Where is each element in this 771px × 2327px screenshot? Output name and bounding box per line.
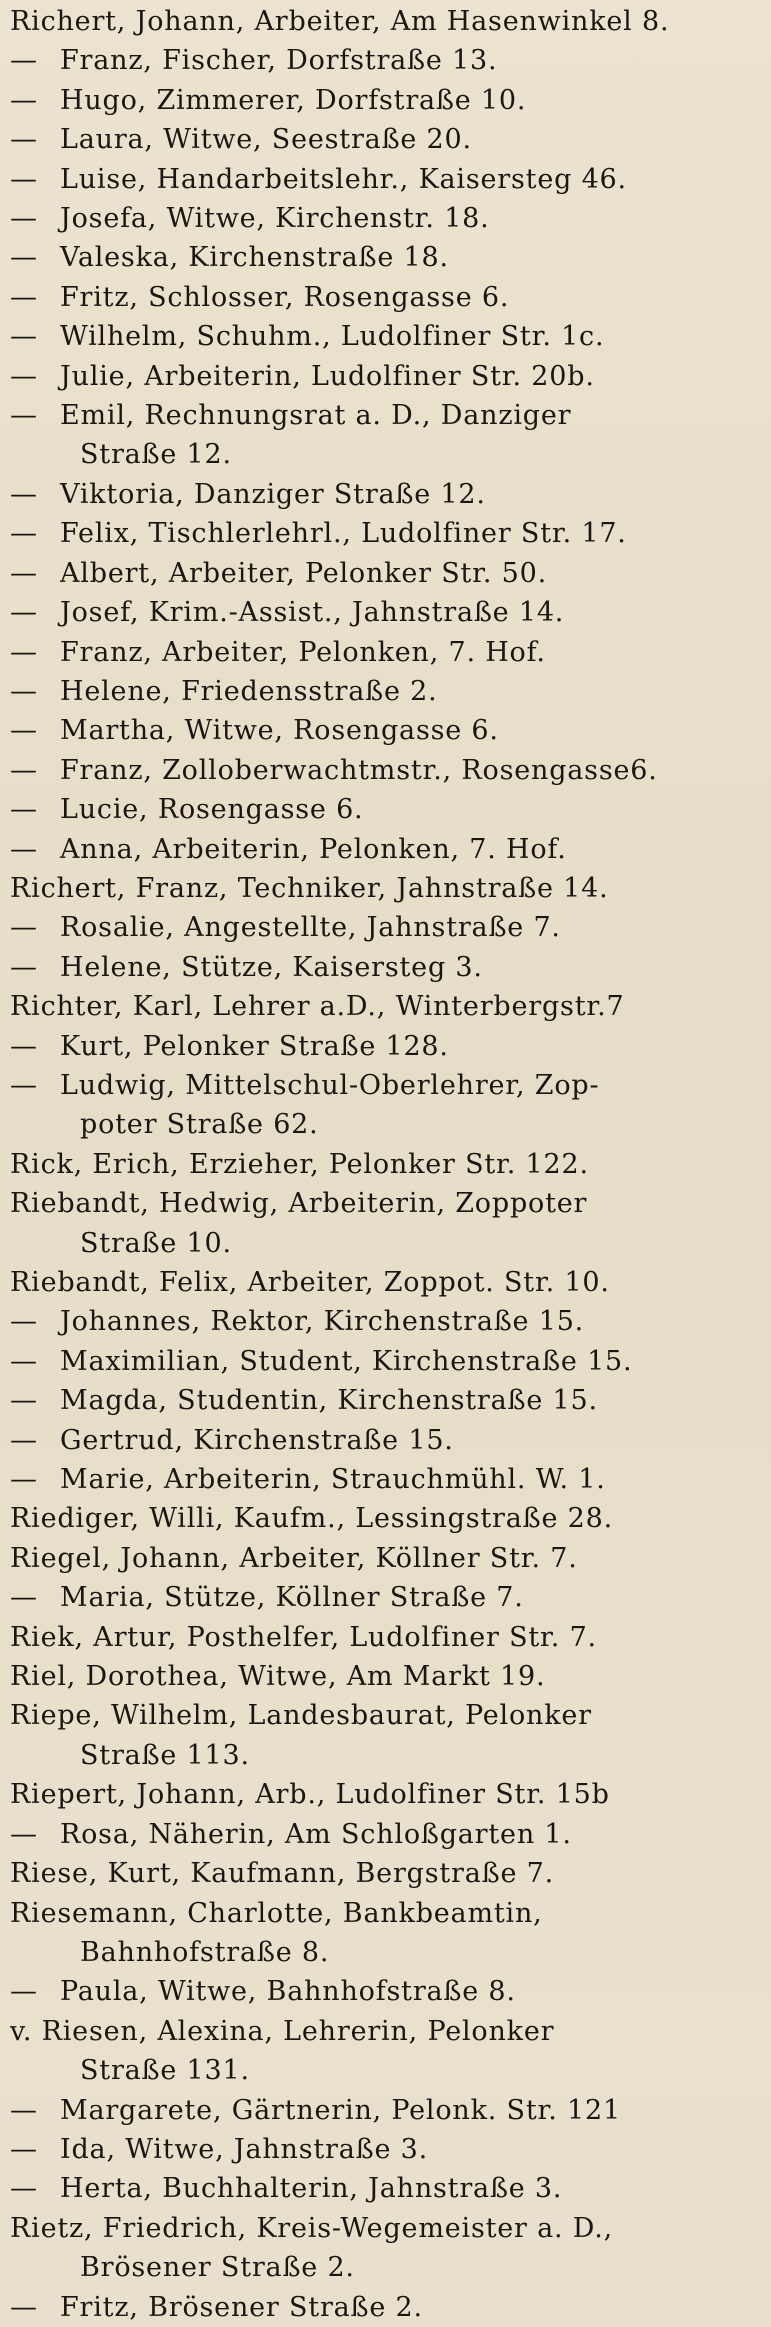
entry-text: Julie, Arbeiterin, Ludolfiner Str. 20b. [60,360,595,392]
entry-text: Lucie, Rosengasse 6. [60,794,364,826]
directory-entry [10,357,763,396]
entry-text: Straße 113. [80,1739,250,1771]
directory-entry [10,593,763,632]
entry-text: Riesemann, Charlotte, Bankbeamtin, [10,1897,543,1929]
entry-text: Fritz, Brösener Straße 2. [60,2291,423,2323]
directory-entry [10,396,763,435]
directory-entry [10,1972,763,2011]
directory-entry [10,1499,763,1538]
directory-entry [10,2012,763,2051]
entry-text: Franz, Fischer, Dorfstraße 13. [60,45,498,77]
directory-entry [10,1618,763,1657]
entry-text: Straße 131. [80,2055,250,2087]
directory-entry [10,908,763,947]
entry-text: v. Riesen, Alexina, Lehrerin, Pelonker [10,2015,555,2047]
entry-text: Maximilian, Student, Kirchenstraße 15. [60,1345,633,1377]
directory-entry [10,1460,763,1499]
entry-text: Richert, Franz, Techniker, Jahnstraße 14. [10,872,609,904]
entry-text: Josefa, Witwe, Kirchenstr. 18. [60,203,490,235]
ditto-dash [10,830,60,869]
entry-text: Brösener Straße 2. [80,2252,355,2284]
entry-text: Riebandt, Hedwig, Arbeiterin, Zoppoter [10,1188,588,1220]
entry-text: Viktoria, Danziger Straße 12. [60,478,486,510]
directory-entry [10,1066,763,1105]
entry-text: Franz, Zolloberwachtmstr., Rosengasse6. [60,754,658,786]
entry-text: Fritz, Schlosser, Rosengasse 6. [60,281,510,313]
ditto-dash [10,790,60,829]
entry-text: Riediger, Willi, Kaufm., Lessingstraße 28. [10,1503,613,1535]
directory-entries [10,2,763,2327]
directory-entry [10,1421,763,1460]
directory-entry [10,2209,763,2248]
directory-entry [10,1145,763,1184]
entry-text: Rosalie, Angestellte, Jahnstraße 7. [60,912,561,944]
directory-entry [10,1578,763,1617]
directory-entry [10,317,763,356]
entry-text: Felix, Tischlerlehrl., Ludolfiner Str. 17. [60,518,627,550]
directory-entry [10,475,763,514]
entry-text: Laura, Witwe, Seestraße 20. [60,124,472,156]
directory-entry [10,2,763,41]
entry-text: Kurt, Pelonker Straße 128. [60,1030,449,1062]
entry-text: Margarete, Gärtnerin, Pelonk. Str. 121 [60,2094,621,2126]
directory-entry [10,81,763,120]
directory-entry [10,672,763,711]
entry-text: Ida, Witwe, Jahnstraße 3. [60,2133,428,2165]
directory-entry [10,514,763,553]
directory-entry [10,1342,763,1381]
entry-text: Riek, Artur, Posthelfer, Ludolfiner Str. 7. [10,1621,597,1653]
entry-text: poter Straße 62. [80,1109,319,1141]
entry-text: Johannes, Rektor, Kirchenstraße 15. [60,1306,585,1338]
directory-entry [10,1775,763,1814]
ditto-dash [10,81,60,120]
directory-entry [10,120,763,159]
ditto-dash [10,160,60,199]
ditto-dash [10,751,60,790]
directory-entry [10,199,763,238]
entry-text: Albert, Arbeiter, Pelonker Str. 50. [60,557,547,589]
ditto-dash [10,593,60,632]
directory-entry [10,1302,763,1341]
directory-entry [10,633,763,672]
directory-entry [10,790,763,829]
ditto-dash [10,1381,60,1420]
entry-text: Riebandt, Felix, Arbeiter, Zoppot. Str. 10. [10,1267,610,1298]
ditto-dash [10,1027,60,1066]
directory-entry-continuation [10,435,763,474]
directory-entry-continuation [10,2248,763,2287]
ditto-dash [10,396,60,435]
ditto-dash [10,278,60,317]
ditto-dash [10,1815,60,1854]
entry-text: Rosa, Näherin, Am Schloßgarten 1. [60,1818,572,1850]
directory-entry [10,1854,763,1893]
directory-entry [10,2169,763,2208]
entry-text: Wilhelm, Schuhm., Ludolfiner Str. 1c. [60,321,605,353]
entry-text: Riese, Kurt, Kaufmann, Bergstraße 7. [10,1858,555,1890]
entry-text: Ludwig, Mittelschul-Oberlehrer, Zop- [60,1069,600,1101]
directory-entry [10,711,763,750]
ditto-dash [10,1302,60,1341]
directory-entry [10,1381,763,1420]
ditto-dash [10,41,60,80]
entry-text: Riepert, Johann, Arb., Ludolfiner Str. 15b [10,1779,610,1811]
entry-text: Luise, Handarbeitslehr., Kaisersteg 46. [60,163,627,195]
ditto-dash [10,2169,60,2208]
directory-entry [10,278,763,317]
entry-text: Rick, Erich, Erzieher, Pelonker Str. 122. [10,1148,589,1180]
directory-entry [10,751,763,790]
directory-entry [10,987,763,1026]
ditto-dash [10,672,60,711]
ditto-dash [10,1421,60,1460]
ditto-dash [10,1972,60,2011]
entry-text: Richert, Johann, Arbeiter, Am Hasenwinkel 8. [10,6,670,37]
entry-text: Emil, Rechnungsrat a. D., Danziger [60,400,572,432]
entry-text: Anna, Arbeiterin, Pelonken, 7. Hof. [60,833,567,865]
entry-text: Hugo, Zimmerer, Dorfstraße 10. [60,84,527,116]
directory-entry [10,1184,763,1223]
entry-text: Bahnhofstraße 8. [80,1936,330,1968]
entry-text: Straße 12. [80,439,232,471]
entry-text: Maria, Stütze, Köllner Straße 7. [60,1582,524,1614]
entry-text: Herta, Buchhalterin, Jahnstraße 3. [60,2173,563,2205]
entry-text: Helene, Friedensstraße 2. [60,675,438,707]
ditto-dash [10,1578,60,1617]
entry-text: Rietz, Friedrich, Kreis-Wegemeister a. D., [10,2212,614,2244]
directory-entry [10,2091,763,2130]
directory-entry [10,2288,763,2327]
entry-text: Paula, Witwe, Bahnhofstraße 8. [60,1976,516,2008]
ditto-dash [10,475,60,514]
directory-entry-continuation [10,1105,763,1144]
entry-text: Riegel, Johann, Arbeiter, Köllner Str. 7. [10,1542,578,1574]
directory-entry [10,869,763,908]
entry-text: Riel, Dorothea, Witwe, Am Markt 19. [10,1661,546,1693]
entry-text: Martha, Witwe, Rosengasse 6. [60,715,499,747]
directory-entry [10,830,763,869]
ditto-dash [10,1066,60,1105]
entry-text: Josef, Krim.-Assist., Jahnstraße 14. [60,597,565,629]
directory-entry [10,41,763,80]
ditto-dash [10,357,60,396]
ditto-dash [10,1460,60,1499]
directory-entry [10,1894,763,1933]
directory-entry [10,1539,763,1578]
directory-entry [10,1815,763,1854]
ditto-dash [10,2288,60,2327]
entry-text: Franz, Arbeiter, Pelonken, 7. Hof. [60,636,546,668]
directory-entry [10,554,763,593]
directory-entry [10,238,763,277]
directory-entry [10,160,763,199]
ditto-dash [10,908,60,947]
ditto-dash [10,711,60,750]
directory-entry [10,948,763,987]
ditto-dash [10,633,60,672]
directory-entry-continuation [10,1224,763,1263]
entry-text: Gertrud, Kirchenstraße 15. [60,1424,454,1456]
ditto-dash [10,120,60,159]
ditto-dash [10,317,60,356]
entry-text: Riepe, Wilhelm, Landesbaurat, Pelonker [10,1700,592,1732]
entry-text: Helene, Stütze, Kaisersteg 3. [60,951,483,983]
entry-text: Valeska, Kirchenstraße 18. [60,242,449,274]
directory-entry-continuation [10,2051,763,2090]
ditto-dash [10,238,60,277]
directory-entry-continuation [10,1933,763,1972]
ditto-dash [10,2091,60,2130]
ditto-dash [10,1342,60,1381]
ditto-dash [10,199,60,238]
entry-text: Marie, Arbeiterin, Strauchmühl. W. 1. [60,1464,606,1496]
directory-entry [10,1657,763,1696]
ditto-dash [10,2130,60,2169]
ditto-dash [10,948,60,987]
entry-text: Richter, Karl, Lehrer a.D., Winterbergstr.7 [10,991,625,1023]
directory-entry [10,2130,763,2169]
directory-entry-continuation [10,1736,763,1775]
entry-text: Magda, Studentin, Kirchenstraße 15. [60,1385,598,1417]
directory-entry [10,1027,763,1066]
directory-entry [10,1263,763,1302]
directory-entry [10,1696,763,1735]
ditto-dash [10,554,60,593]
entry-text: Straße 10. [80,1227,232,1259]
ditto-dash [10,514,60,553]
